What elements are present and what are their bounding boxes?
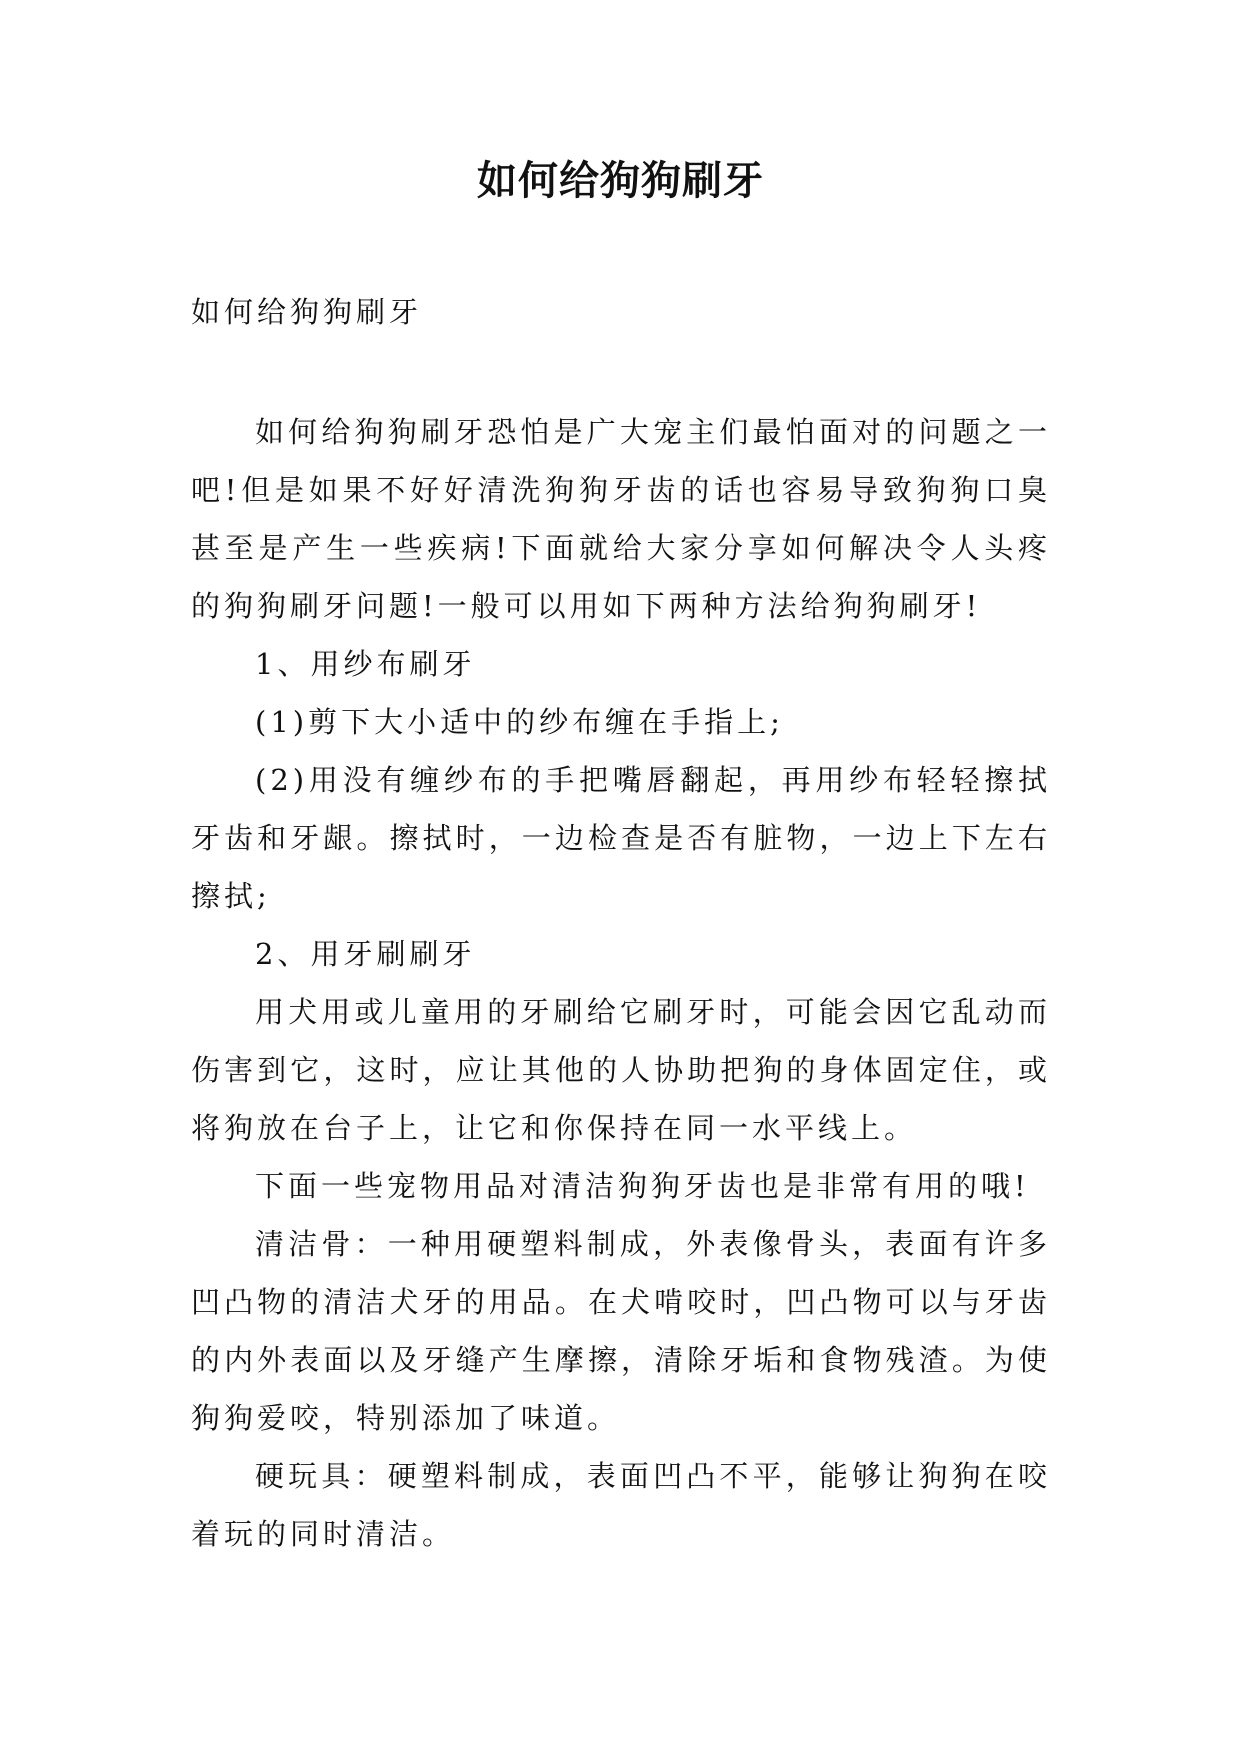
section-heading-toothbrush: 2、用牙刷刷牙 <box>255 937 476 971</box>
step-1: (1)剪下大小适中的纱布缠在手指上; <box>255 705 784 739</box>
document-body <box>191 403 1051 1563</box>
section-heading-gauze: 1、用纱布刷牙 <box>255 647 476 681</box>
paragraph-intro: 如何给狗狗刷牙恐怕是广大宠主们最怕面对的问题之一吧!但是如果不好好清洗狗狗牙齿的话也容易导致狗狗口臭甚至是产生一些疾病!下面就给大家分享如何解决令人头疼的狗狗刷牙问题!一般可以用如下两种方法给狗狗刷牙! <box>191 415 1051 623</box>
document-title: 如何给狗狗刷牙 <box>477 158 764 204</box>
paragraph-cleaning-bone: 清洁骨：一种用硬塑料制成，外表像骨头，表面有许多凹凸物的清洁犬牙的用品。在犬啃咬时，凹凸物可以与牙齿的内外表面以及牙缝产生摩擦，清除牙垢和食物残渣。为使狗狗爱咬，特别添加了味道。 <box>191 1227 1051 1435</box>
paragraph-toothbrush: 用犬用或儿童用的牙刷给它刷牙时，可能会因它乱动而伤害到它，这时，应让其他的人协助把狗的身体固定住，或将狗放在台子上，让它和你保持在同一水平线上。 <box>191 995 1051 1145</box>
paragraph-products-intro: 下面一些宠物用品对清洁狗狗牙齿也是非常有用的哦! <box>255 1169 1030 1203</box>
paragraph-hard-toy: 硬玩具：硬塑料制成，表面凹凸不平，能够让狗狗在咬着玩的同时清洁。 <box>191 1459 1051 1551</box>
step-2: (2)用没有缠纱布的手把嘴唇翻起，再用纱布轻轻擦拭牙齿和牙龈。擦拭时，一边检查是否有脏物，一边上下左右擦拭; <box>191 763 1051 913</box>
document-subtitle: 如何给狗狗刷牙 <box>191 295 423 329</box>
